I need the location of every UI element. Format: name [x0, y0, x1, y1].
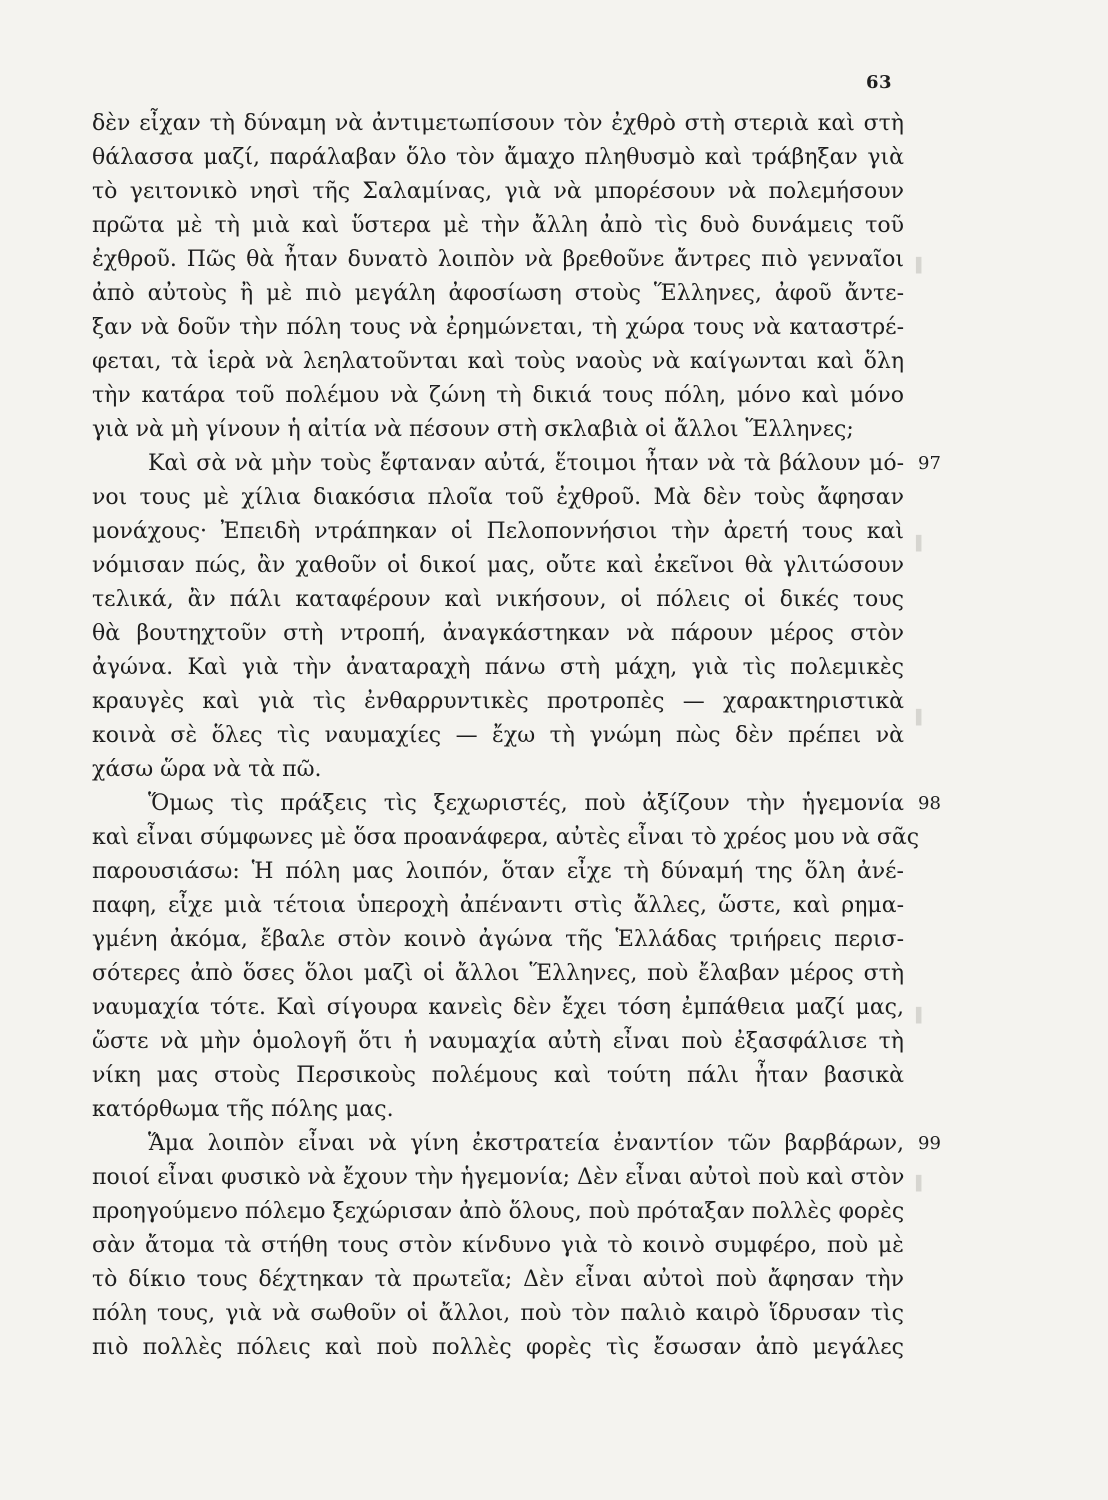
text-line	[92, 379, 904, 413]
page-number: 63	[866, 72, 893, 93]
text-line	[92, 243, 904, 277]
text-line-content: νόμισαν πώς, ἂν χαθοῦν οἱ δικοί μας, οὔτε καὶ ἐκεῖνοι θὰ γλιτώσουν	[92, 553, 904, 578]
text-line-content: ἐχθροῦ. Πῶς θὰ ἦταν δυνατὸ λοιπὸν νὰ βρεθοῦνε ἄντρες πιὸ γενναῖοι	[92, 247, 904, 272]
text-line-content: γμένη ἀκόμα, ἔβαλε στὸν κοινὸ ἀγώνα τῆς Ἑλλάδας τριήρεις περισ-	[92, 927, 904, 952]
text-line-content: νίκη μας στοὺς Περσικοὺς πολέμους καὶ τούτη πάλι ἦταν βασικὰ	[92, 1063, 904, 1088]
text-line	[92, 855, 904, 889]
text-line	[92, 889, 904, 923]
text-line-content: ξαν νὰ δοῦν τὴν πόλη τους νὰ ἐρημώνεται, τὴ χώρα τους νὰ καταστρέ-	[92, 315, 904, 340]
text-line	[92, 957, 904, 991]
text-line	[92, 787, 941, 821]
text-line-content: ποιοί εἶναι φυσικὸ νὰ ἔχουν τὴν ἡγεμονία; Δὲν εἶναι αὐτοὶ ποὺ καὶ στὸν	[92, 1165, 905, 1190]
text-line-content: ἀγώνα. Καὶ γιὰ τὴν ἀναταραχὴ πάνω στὴ μάχη, γιὰ τὶς πολεμικὲς	[92, 655, 904, 680]
text-line-content: ναυμαχία τότε. Καὶ σίγουρα κανεὶς δὲν ἔχει τόση ἐμπάθεια μαζί μας,	[92, 995, 904, 1020]
text-line-content: κατόρθωμα τῆς πόλης μας.	[92, 1097, 394, 1122]
text-line	[92, 1229, 904, 1263]
text-line	[92, 991, 904, 1025]
text-line	[92, 753, 904, 787]
text-line	[92, 175, 904, 209]
text-line	[92, 1059, 904, 1093]
text-line-content: Ἅμα λοιπὸν εἶναι νὰ γίνη ἐκστρατεία ἐναντίον τῶν βαρβάρων,	[148, 1131, 904, 1156]
text-line-content: ἀπὸ αὐτοὺς ἢ μὲ πιὸ μεγάλη ἀφοσίωση στοὺς Ἕλληνες, ἀφοῦ ἄντε-	[92, 281, 904, 306]
text-line-content: πόλη τους, γιὰ νὰ σωθοῦν οἱ ἄλλοι, ποὺ τὸν παλιὸ καιρὸ ἵδρυσαν τὶς	[92, 1301, 904, 1326]
text-line-content: ὥστε νὰ μὴν ὁμολογῆ ὅτι ἡ ναυμαχία αὐτὴ εἶναι ποὺ ἐξασφάλισε τὴ	[92, 1029, 904, 1054]
text-line-content: Καὶ σὰ νὰ μὴν τοὺς ἔφταναν αὐτά, ἕτοιμοι ἦταν νὰ τὰ βάλουν μό-	[148, 451, 904, 476]
text-line	[92, 1331, 904, 1365]
text-line	[92, 1297, 904, 1331]
text-line	[92, 1195, 904, 1229]
text-line-content: νοι τους μὲ χίλια διακόσια πλοῖα τοῦ ἐχθροῦ. Μὰ δὲν τοὺς ἄφησαν	[92, 485, 904, 510]
text-line	[92, 107, 904, 141]
text-line	[92, 413, 904, 447]
text-line-content: σότερες ἀπὸ ὅσες ὅλοι μαζὶ οἱ ἄλλοι Ἕλληνες, ποὺ ἔλαβαν μέρος στὴ	[92, 961, 904, 986]
text-line	[92, 685, 904, 719]
text-line	[92, 1025, 904, 1059]
text-line	[92, 345, 904, 379]
bleed-through-mark: ▌	[916, 258, 927, 274]
margin-section-number: 99	[918, 1133, 941, 1154]
text-line	[92, 1263, 904, 1297]
text-line-content: Ὅμως τὶς πράξεις τὶς ξεχωριστές, ποὺ ἀξίζουν τὴν ἡγεμονία	[148, 791, 904, 816]
text-line	[92, 481, 904, 515]
text-line	[92, 1161, 904, 1195]
text-line-content: τὸ δίκιο τους δέχτηκαν τὰ πρωτεῖα; Δὲν εἶναι αὐτοὶ ποὺ ἄφησαν τὴν	[92, 1267, 904, 1292]
text-line-content: παρουσιάσω: Ἡ πόλη μας λοιπόν, ὅταν εἶχε τὴ δύναμή της ὅλη ἀνέ-	[92, 859, 904, 884]
text-line	[92, 141, 904, 175]
text-line-content: προηγούμενο πόλεμο ξεχώρισαν ἀπὸ ὅλους, ποὺ πρόταξαν πολλὲς φορὲς	[92, 1199, 905, 1224]
text-line-content: τὸ γειτονικὸ νησὶ τῆς Σαλαμίνας, γιὰ νὰ μπορέσουν νὰ πολεμήσουν	[92, 179, 904, 204]
bleed-through-mark: ▌	[916, 710, 927, 726]
text-line-content: σὰν ἄτομα τὰ στήθη τους στὸν κίνδυνο γιὰ τὸ κοινὸ συμφέρο, ποὺ μὲ	[92, 1233, 904, 1258]
text-line-content: μονάχους· Ἐπειδὴ ντράπηκαν οἱ Πελοποννήσιοι τὴν ἀρετή τους καὶ	[92, 519, 904, 544]
text-line	[92, 719, 904, 753]
text-line	[92, 549, 904, 583]
text-line-content: θάλασσα μαζί, παράλαβαν ὅλο τὸν ἄμαχο πληθυσμὸ καὶ τράβηξαν γιὰ	[92, 145, 904, 170]
text-line	[92, 617, 904, 651]
page-text-body	[92, 107, 941, 1365]
bleed-through-mark: ▌	[916, 1176, 927, 1192]
text-line	[92, 651, 904, 685]
text-line	[92, 821, 920, 855]
text-line	[92, 311, 904, 345]
margin-section-number: 98	[918, 793, 941, 814]
bleed-through-mark: ▌	[916, 1008, 927, 1024]
text-line-content: πιὸ πολλὲς πόλεις καὶ ποὺ πολλὲς φορὲς τὶς ἔσωσαν ἀπὸ μεγάλες	[92, 1335, 904, 1360]
text-line	[92, 923, 904, 957]
text-line	[92, 1093, 904, 1127]
text-line-content: φεται, τὰ ἱερὰ νὰ λεηλατοῦνται καὶ τοὺς ναοὺς νὰ καίγωνται καὶ ὅλη	[92, 349, 904, 374]
margin-section-number: 97	[918, 453, 941, 474]
text-line-content: χάσω ὥρα νὰ τὰ πῶ.	[92, 757, 322, 782]
text-line	[92, 515, 904, 549]
text-line-content: τελικά, ἂν πάλι καταφέρουν καὶ νικήσουν, οἱ πόλεις οἱ δικές τους	[92, 587, 904, 612]
text-line-content: κοινὰ σὲ ὅλες τὶς ναυμαχίες — ἔχω τὴ γνώμη πὼς δὲν πρέπει νὰ	[92, 723, 904, 748]
text-line-content: παφη, εἶχε μιὰ τέτοια ὑπεροχὴ ἀπέναντι στὶς ἄλλες, ὥστε, καὶ ρημα-	[92, 893, 904, 918]
bleed-through-mark: ▌	[916, 536, 927, 552]
text-line	[92, 277, 904, 311]
text-line-content: κραυγὲς καὶ γιὰ τὶς ἐνθαρρυντικὲς προτροπὲς — χαρακτηριστικὰ	[92, 689, 904, 714]
text-line-content: πρῶτα μὲ τὴ μιὰ καὶ ὕστερα μὲ τὴν ἄλλη ἀπὸ τὶς δυὸ δυνάμεις τοῦ	[92, 213, 904, 238]
text-line-content: καὶ εἶναι σύμφωνες μὲ ὅσα προανάφερα, αὐτὲς εἶναι τὸ χρέος μου νὰ σᾶς	[92, 825, 920, 850]
text-line	[92, 447, 941, 481]
text-line	[92, 583, 904, 617]
text-line	[92, 209, 904, 243]
text-line	[92, 1127, 941, 1161]
text-line-content: τὴν κατάρα τοῦ πολέμου νὰ ζώνη τὴ δικιά τους πόλη, μόνο καὶ μόνο	[92, 383, 904, 408]
text-line-content: δὲν εἶχαν τὴ δύναμη νὰ ἀντιμετωπίσουν τὸν ἐχθρὸ στὴ στεριὰ καὶ στὴ	[92, 111, 904, 136]
text-line-content: γιὰ νὰ μὴ γίνουν ἡ αἰτία νὰ πέσουν στὴ σκλαβιὰ οἱ ἄλλοι Ἕλληνες;	[92, 417, 854, 442]
text-line-content: θὰ βουτηχτοῦν στὴ ντροπή, ἀναγκάστηκαν νὰ πάρουν μέρος στὸν	[92, 621, 904, 646]
